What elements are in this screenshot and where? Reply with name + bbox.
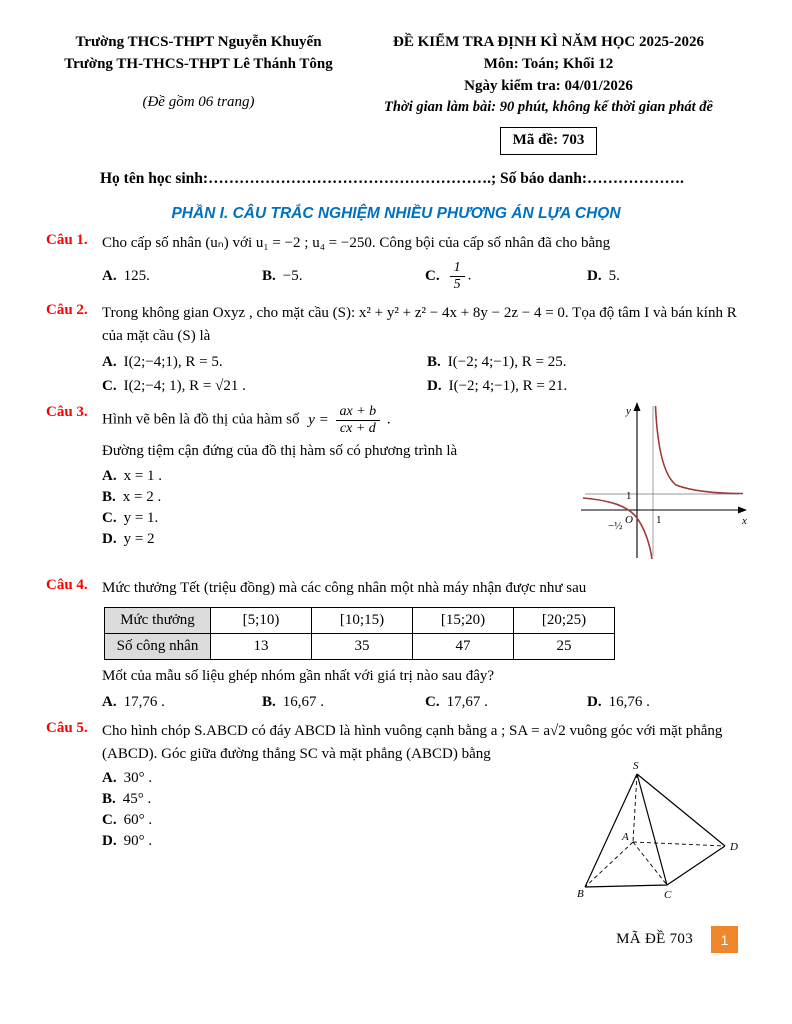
fraction-denominator: cx + d [339,420,376,436]
exam-duration: Thời gian làm bài: 90 phút, không kể thời gian phát đề [384,99,713,116]
option-text: I(−2; 4;−1), R = 25. [447,354,567,371]
question-2-option-b [427,354,746,371]
student-info-line: Họ tên học sinh:……………………………………………….; Số báo danh:………………. [100,170,684,188]
option-text: 17,67 . [446,693,488,710]
pyramid-figure [577,760,742,902]
formula-lhs: y = [308,411,329,428]
option-letter: D. [587,693,602,710]
question-4-body [102,577,746,711]
option-text: y = 2 [123,530,155,547]
question-4-option-c [425,694,587,711]
question-1-option-b [262,268,425,285]
table-header-so-cong-nhan: Số công nhân [105,634,211,660]
question-2-number: Câu 2. [46,301,88,318]
question-5-body [102,720,746,902]
fraction-numerator: 1 [450,260,465,277]
fraction-denominator: 5 [453,276,461,292]
question-4-subtext: Mốt của mẫu số liệu ghép nhóm gần nhất với giá trị nào sau đây? [102,668,495,685]
table-cell: 25 [514,634,615,660]
question-1-option-d [587,268,746,285]
page-number-badge: 1 [711,926,738,953]
table-cell: 35 [312,634,413,660]
option-text: I(2;−4;1), R = 5. [123,354,223,371]
question-5-number: Câu 5. [46,719,88,736]
option-text: 16,67 . [282,693,325,710]
exam-code-box: Mã đề: 703 [500,127,598,155]
question-4-option-b [262,694,425,711]
option-text: 60° . [123,812,153,829]
option-text: 45° . [122,791,152,808]
question-3-text-before: Hình vẽ bên là đồ thị của hàm số [102,411,300,428]
option-letter: D. [102,530,117,547]
exam-code-box-wrap [351,127,746,155]
graph-x-axis-label: x [742,515,747,528]
header-school-block [46,32,351,155]
school-name-1: Trường THCS-THPT Nguyễn Khuyến [75,34,322,50]
graph-y-axis-label: y [626,405,631,418]
table-cell: 47 [413,634,514,660]
question-1-option-a [102,268,262,285]
option-letter: C. [425,267,440,284]
table-cell: [5;10) [211,608,312,634]
question-1 [46,232,746,293]
question-1-body [102,232,746,293]
option-letter: A. [102,693,117,710]
table-cell: 13 [211,634,312,660]
graph-origin-label: O [625,514,633,527]
graph-y-intercept-label: −½ [608,520,623,533]
exam-date: Ngày kiểm tra: 04/01/2026 [464,77,633,94]
option-text: 90° . [123,833,153,850]
exam-header [46,32,746,155]
question-2-text: Trong không gian Oxyz , cho mặt cầu (S): x² + y² + z² − 4x + 8y − 2z − 4 = 0. Tọa độ tâm I và bán kính R của mặt cầu (S) là [102,304,737,344]
y-axis-arrow [634,402,641,411]
graph-y-tick-label: 1 [626,490,632,503]
footer-exam-code: MÃ ĐỀ 703 [616,931,693,947]
option-text: I(−2; 4;−1), R = 21. [448,378,568,395]
option-letter: A. [102,267,117,284]
option-letter: B. [262,693,276,710]
question-3-body [102,404,746,568]
question-4 [46,577,746,711]
question-3-options [102,468,566,548]
question-4-text: Mức thưởng Tết (triệu đồng) mà các công nhân một nhà máy nhận được như sau [102,580,587,597]
option-letter: B. [262,267,276,284]
reward-table [104,607,615,660]
pyramid-dashed-edges [585,774,725,887]
question-1-options [102,260,746,292]
fraction [336,404,381,436]
vertex-label-b: B [577,887,584,900]
question-3-option-d [102,531,566,548]
x-axis-arrow [738,507,747,514]
vertex-label-d: D [730,840,738,853]
question-3-text [102,404,566,436]
header-exam-block [351,32,746,155]
option-letter: A. [102,467,117,484]
vertex-label-s: S [633,759,639,772]
question-1-option-c [425,260,587,292]
question-3-option-c [102,510,566,527]
question-1-text: Cho cấp số nhân (uₙ) với u₁ = −2 ; u₄ = −250. Công bội của cấp số nhân đã cho bằng [102,235,611,252]
option-letter: D. [102,833,117,850]
question-3-option-b [102,489,566,506]
option-letter: B. [427,354,441,371]
vertex-label-a: A [622,830,629,843]
school-name-2: Trường TH-THCS-THPT Lê Thánh Tông [64,55,333,72]
option-text: I(2;−4; 1), R = √21 . [123,378,246,395]
graph-x-tick-label: 1 [656,514,662,527]
question-4-option-d [587,694,746,711]
option-letter: C. [102,812,117,829]
question-3 [46,404,746,568]
page-footer [616,926,738,953]
option-text: x = 2 . [122,488,162,505]
question-2 [46,302,746,396]
table-row [105,608,615,634]
option-letter: C. [102,378,117,395]
question-2-body [102,302,746,396]
hyperbola-right-branch [656,406,744,494]
table-cell: [10;15) [312,608,413,634]
question-4-options [102,694,746,711]
exam-title: ĐỀ KIỂM TRA ĐỊNH KÌ NĂM HỌC 2025-2026 [393,34,704,50]
option-text: 5. [608,267,620,284]
question-4-option-a [102,694,262,711]
question-3-option-a [102,468,566,485]
question-2-option-a [102,354,427,371]
option-letter: C. [102,509,117,526]
vertex-label-c: C [664,888,672,901]
option-text: . [467,267,472,284]
table-cell: [20;25) [514,608,615,634]
option-letter: A. [102,770,117,787]
option-text: x = 1 . [123,467,163,484]
option-letter: B. [102,488,116,505]
question-3-subtext: Đường tiệm cận đứng của đồ thị hàm số có phương trình là [102,443,458,460]
question-2-option-d [427,378,746,395]
option-text: 16,76 . [608,693,650,710]
question-2-option-c [102,378,427,395]
option-text: 125. [123,267,150,284]
question-1-number: Câu 1. [46,232,88,249]
question-5-text: Cho hình chóp S.ABCD có đáy ABCD là hình vuông cạnh bằng a ; SA = a√2 vuông góc với mặt phẳng (ABCD). Góc giữa đường thẳng SC và mặt phẳng (ABCD) bằng [102,722,723,762]
question-3-number: Câu 3. [46,404,88,421]
option-letter: D. [427,378,442,395]
option-text: 30° . [123,770,153,787]
option-letter: C. [425,693,440,710]
option-letter: B. [102,791,116,808]
formula-end: . [386,411,391,428]
section1-title: PHẦN I. CÂU TRẮC NGHIỆM NHIỀU PHƯƠNG ÁN LỰA CHỌN [171,205,621,223]
option-text: y = 1. [123,509,159,526]
fraction-numerator: ax + b [336,404,381,421]
option-letter: D. [587,267,602,284]
table-row [105,634,615,660]
table-header-muc-thuong: Mức thưởng [105,608,211,634]
question-2-options [102,354,746,395]
option-letter: A. [102,354,117,371]
fraction [450,260,465,292]
option-text: −5. [282,267,303,284]
question-5 [46,720,746,902]
pages-note: (Đề gồm 06 trang) [142,93,255,110]
exam-subject: Môn: Toán; Khối 12 [483,55,614,72]
question-4-number: Câu 4. [46,577,88,594]
function-graph [575,398,750,566]
option-text: 17,76 . [123,693,165,710]
table-cell: [15;20) [413,608,514,634]
